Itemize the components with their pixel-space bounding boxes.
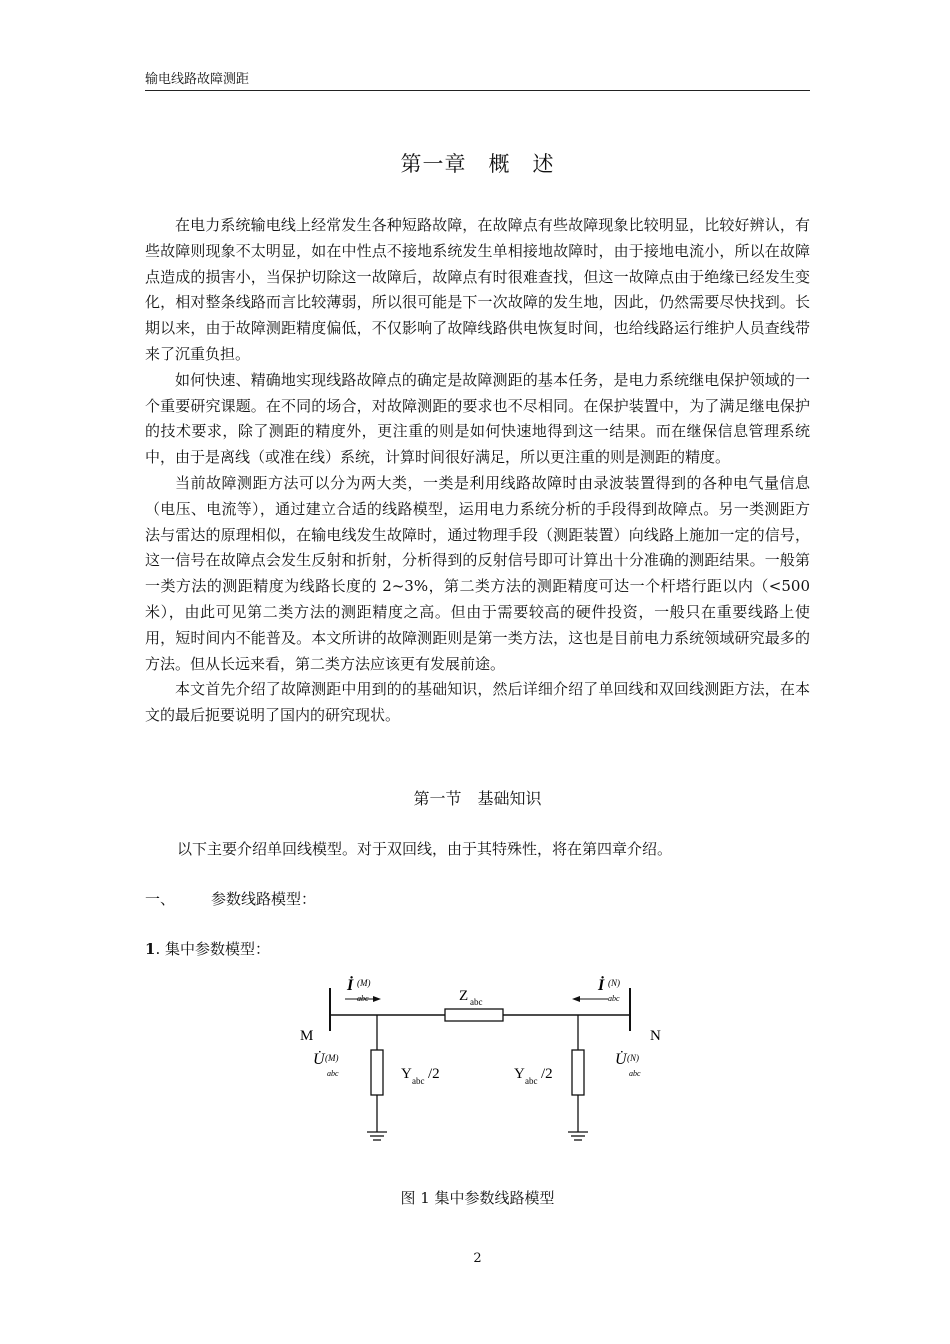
impedance-sub: abc [470, 997, 483, 1007]
voltage-m-sub: abc [327, 1069, 339, 1078]
running-header: 输电线路故障测距 [145, 72, 810, 91]
admittance-right-tail: /2 [541, 1066, 553, 1082]
voltage-m-symbol: U̇ [313, 1051, 325, 1068]
circuit-figure [295, 968, 675, 1162]
current-n-sub: abc [608, 994, 620, 1003]
admittance-left-label: Y [401, 1066, 412, 1082]
voltage-n-sup: (N) [627, 1053, 639, 1063]
body-text [145, 213, 810, 729]
current-m-symbol: İ [347, 977, 354, 994]
impedance-box [445, 1009, 503, 1021]
admittance-left-sub: abc [412, 1076, 425, 1086]
subheading-lumped-number: 1 [145, 940, 156, 958]
admittance-right-sub: abc [525, 1076, 538, 1086]
figure-caption: 图 1 集中参数线路模型 [400, 1189, 555, 1207]
current-m-sub: abc [357, 994, 369, 1003]
shunt-left-box [371, 1050, 383, 1095]
current-n-sup: (N) [608, 978, 620, 988]
voltage-n-sub: abc [629, 1069, 641, 1078]
current-n-symbol: İ [598, 977, 605, 994]
arrow-head-n [572, 996, 580, 1002]
subheading-lumped [145, 938, 270, 959]
subheading-model [145, 888, 316, 909]
admittance-left-tail: /2 [428, 1066, 440, 1082]
paragraph-1: 在电力系统输电线上经常发生各种短路故障，在故障点有些故障现象比较明显，比较好辨认，有些故障则现象不太明显，如在中性点不接地系统发生单相接地故障时，由于接地电流小，所以在故障点造成的损害小，当保护切除这一故障后，故障点有时很难查找，但这一故障点由于绝缘已经发生变化，相对整条线路而言比较薄弱，所以很可能是下一次故障的发生地，因此，仍然需要尽快找到。长期以来，由于故障测距精度偏低，不仅影响了故障线路供电恢复时间，也给线路运行维护人员查线带来了沉重负担。 [145, 216, 810, 363]
paragraph-2: 如何快速、精确地实现线路故障点的确定是故障测距的基本任务，是电力系统继电保护领域的一个重要研究课题。在不同的场合，对故障测距的要求也不尽相同。在保护装置中，为了满足继电保护的技术要求，除了测距的精度外，更注重的则是如何快速地得到这一结果。而在继保信息管理系统中，由于是离线（或准在线）系统，计算时间很好满足，所以更注重的则是测距的精度。 [145, 370, 810, 467]
paragraph-4: 本文首先介绍了故障测距中用到的的基础知识，然后详细介绍了单回线和双回线测距方法，在本文的最后扼要说明了国内的研究现状。 [145, 680, 810, 725]
voltage-n-symbol: U̇ [615, 1051, 627, 1068]
impedance-label: Z [459, 988, 469, 1004]
current-m-sup: (M) [357, 978, 371, 988]
node-m-label: M [300, 1028, 314, 1044]
node-n-label: N [650, 1028, 661, 1044]
page-number: 2 [473, 1251, 482, 1266]
paragraph-3: 当前故障测距方法可以分为两大类，一类是利用线路故障时由录波装置得到的各种电气量信息（电压、电流等），通过建立合适的线路模型，运用电力系统分析的手段得到故障点。另一类测距方法与雷达的原理相似，在输电线发生故障时，通过物理手段（测距装置）向线路上施加一定的信号，这一信号在故障点会发生反射和折射，分析得到的反射信号即可计算出十分准确的测距结果。一般第一类方法的测距精度为线路长度的 2~3%，第二类方法的测距精度可达一个杆塔行距以内（<500 米），由此可见第二类方法的测距精度之高。但由于需要较高的硬件投资，一般只在重要线路上使用，短时间内不能普及。本文所讲的故障测距则是第一类方法，这也是目前电力系统领域研究最多的方法。但从长远来看，第二类方法应该更有发展前途。 [145, 473, 810, 673]
circuit-diagram [295, 968, 675, 1158]
subheading-text: 参数线路模型： [211, 890, 317, 908]
subheading-number: 一、 [145, 890, 176, 908]
section-title: 第一节 基础知识 [413, 789, 542, 808]
admittance-right-label: Y [514, 1066, 525, 1082]
chapter-title: 第一章 概 述 [400, 152, 555, 176]
shunt-right-box [572, 1050, 584, 1095]
subheading-lumped-text: . 集中参数模型： [155, 940, 270, 958]
intro-text: 以下主要介绍单回线模型。对于双回线，由于其特殊性，将在第四章介绍。 [177, 840, 673, 858]
voltage-m-sup: (M) [325, 1053, 339, 1063]
arrow-head-m [373, 996, 381, 1002]
